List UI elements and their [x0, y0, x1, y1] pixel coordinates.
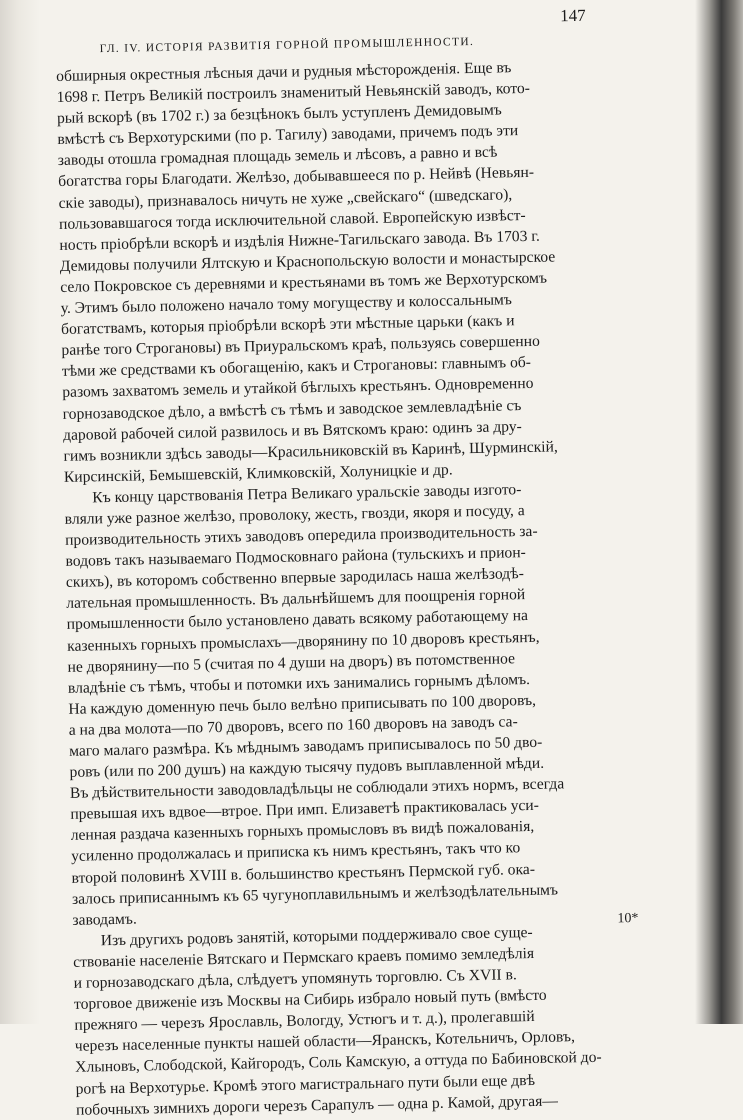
text-line: ленная раздача казенныхъ горныхъ промысловъ въ видѣ пожалованія, — [70, 818, 535, 845]
text-line: На каждую доменную печь было велѣно приписывать по 100 дворовъ, — [68, 691, 537, 718]
text-line: село Покровское съ деревнями и крестьянами въ томъ же Верхотурскомъ — [60, 269, 548, 296]
text-line: производительность этихъ заводовъ опередила производительность за- — [64, 522, 538, 549]
text-line: тѣми же средствами къ обогащенію, какъ и Строгановы: главнымъ об- — [61, 354, 532, 381]
text-line: Кирсинскій, Бемышевскій, Климковскій, Холуницкіе и др. — [63, 461, 453, 486]
text-line: у. Этимъ было положено начало тому могуществу и колоссальнымъ — [60, 291, 513, 317]
text-line: гимъ возникли здѣсь заводы—Красильниковскій въ Каринѣ, Шурминскій, — [63, 438, 558, 465]
text-line: маго малаго размѣра. Къ мѣднымъ заводамъ приписывалось по 50 дво- — [68, 733, 543, 760]
text-line: ровъ (или по 200 душъ) на каждую тысячу пудовъ выплавленной мѣди. — [69, 754, 545, 781]
text-line: Хлыновъ, Слободской, Кайгородъ, Соль Камскую, а оттуда по Бабиновской до- — [75, 1049, 602, 1077]
text-line: рый вскорѣ (въ 1702 г.) за безцѣнокъ былъ уступленъ Демидовымъ — [56, 101, 502, 128]
text-line: казенныхъ горныхъ промыслахъ—дворянину по 10 дворовъ крестьянъ, — [66, 628, 540, 655]
text-line: горнозаводское дѣло, а вмѣстѣ съ тѣмъ и заводское землевладѣніе съ — [62, 396, 522, 423]
text-line: владѣніе съ тѣмъ, чтобы и потомки ихъ занимались горнымъ дѣломъ. — [67, 670, 531, 697]
text-line: ствованіе населеніе Вятскаго и Пермскаго краевъ помимо земледѣлія — [73, 944, 535, 971]
text-line: скихъ), въ которомъ собственно впервые зародилась наша желѣзодѣ- — [65, 565, 524, 592]
signature-mark: 10* — [617, 910, 639, 927]
text-line: вляли уже разное желѣзо, проволоку, жесть, гвозди, якоря и посуду, а — [64, 502, 525, 528]
paragraph-first-line: Изъ другихъ родовъ занятій, которыми поддерживало свое суще- — [100, 923, 533, 950]
text-line: второй половинѣ XVIII в. большинство крестьянъ Пермской губ. ока- — [71, 860, 536, 887]
text-line: а на два молота—по 70 дворовъ, всего по 160 дворовъ на заводъ са- — [68, 713, 518, 739]
text-line: черезъ населенные пункты нашей области—Яранскъ, Котельничъ, Орловъ, — [74, 1028, 576, 1056]
text-line: Въ дѣйствительности заводовладѣльцы не соблюдали этихъ нормъ, всегда — [69, 775, 565, 803]
text-line: богатствамъ, которыя пріобрѣли вскорѣ эти мѣстные царьки (какъ и — [60, 312, 515, 339]
text-line: заводы отошла громадная площадь земель и лѣсовъ, а равно и всѣ — [57, 143, 498, 170]
binding-shadow — [0, 0, 40, 1024]
text-line: усиленно продолжалась и приписка къ нимъ крестьянъ, такъ что ко — [71, 839, 521, 866]
text-line: ность пріобрѣли вскорѣ и издѣлія Нижне-Тагильскаго завода. Въ 1703 г. — [59, 227, 541, 254]
text-line: промышленности было установлено давать всякому работающему на — [66, 607, 529, 634]
text-line: пользовавшагося тогда исключительной славой. Европейскую извѣст- — [58, 206, 526, 233]
text-line: скіе заводы), признавалось ничуть не хуже „свейскаго“ (шведскаго), — [58, 185, 513, 212]
text-line: обширныя окрестныя лѣсныя дачи и рудныя мѣсторожденія. Еще въ — [56, 59, 512, 85]
text-line: вмѣстѣ съ Верхотурскими (по р. Тагилу) заводами, причемъ подъ эти — [57, 122, 519, 149]
book-page — [55, 2, 714, 1119]
text-line: побочныхъ зимнихъ дороги черезъ Сарапулъ — одна р. Камой, другая— — [75, 1092, 559, 1119]
text-line: 1698 г. Петръ Великій построилъ знаменитый Невьянскій заводъ, кото- — [56, 79, 531, 107]
text-line: богатства горы Благодати. Желѣзо, добывавшееся по р. Нейвѣ (Невьян- — [58, 164, 535, 191]
text-line: Демидовы получили Ялтскую и Краснопольскую волости и монастырское — [59, 248, 556, 275]
text-line: заводамъ. — [72, 910, 137, 929]
text-line: рогѣ на Верхотурье. Кромѣ этого магистральнаго пути были еще двѣ — [75, 1071, 536, 1098]
text-line: разомъ захватомъ земель и утайкой бѣглыхъ крестьянъ. Одновременно — [62, 375, 534, 402]
text-line: ранѣе того Строгановы) въ Приуральскомъ краѣ, пользуясь совершенно — [61, 332, 540, 360]
paragraph-first-line: Къ концу царствованія Петра Великаго уральскіе заводы изгото- — [92, 481, 522, 507]
text-line: и горнозаводскаго дѣла, слѣдуетъ упомянуть торговлю. Съ XVII в. — [73, 966, 517, 992]
text-line: превышая ихъ вдвое—втрое. При имп. Елизаветѣ практиковалась уси- — [70, 797, 540, 824]
text-line: лательная промышленность. Въ дальнѣйшемъ для поощренія горной — [66, 586, 526, 613]
text-line: не дворянину—по 5 (считая по 4 души на дворъ) въ потомственное — [67, 649, 516, 676]
body-text — [56, 55, 674, 1120]
text-line: торговое движеніе изъ Москвы на Сибирь избрало новый путь (вмѣсто — [73, 986, 547, 1013]
page-number: 147 — [559, 5, 586, 26]
running-head: ГЛ. IV. ИСТОРІЯ РАЗВИТІЯ ГОРНОЙ ПРОМЫШЛЕННОСТИ. — [99, 35, 475, 56]
text-line: прежняго — черезъ Ярославль, Вологду, Устюгъ и т. д.), пролегавшій — [74, 1008, 535, 1035]
text-line: залось приписаннымъ къ 65 чугуноплавильнымъ и желѣзодѣлательнымъ — [71, 881, 559, 908]
text-line: даровой рабочей силой развилось и въ Вятскомъ краю: одинъ за дру- — [62, 417, 522, 444]
text-line: водовъ такъ называемаго Подмосковнаго района (тульскихъ и прион- — [65, 544, 526, 571]
